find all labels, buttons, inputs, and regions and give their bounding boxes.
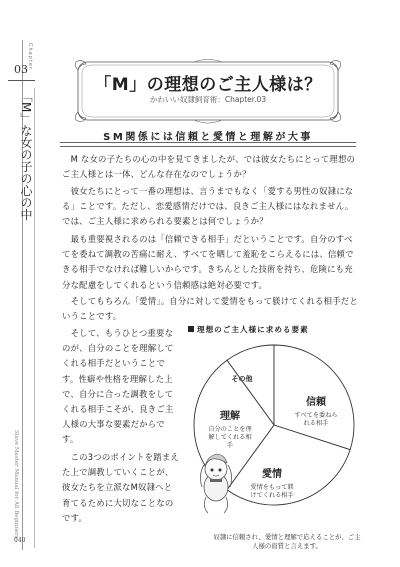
pie-desc-1: けてくれる相手 [250,492,294,499]
page-title: 「M」の理想のご主人様は？ [94,75,322,95]
page-number: 040 [14,537,26,544]
pie-desc-2: 自分のことを理 [208,426,252,433]
body-paragraph-narrow: この3つのポイントを踏まえた上で調教していくことが、彼女たちを立派なM奴隷へと育てるために大切なことなのです。 [62,452,180,523]
pie-desc-0: すべてを委ねら [294,412,338,419]
body-paragraph-narrow: そして、もうひとつ重要なのが、自分のことを理解してくれる相手だということです。性癖や性格を理解した上で、自分に合った調教をしてくれる相手こそが、良きご主人様の大事な要素だからです。 [62,328,174,445]
inset-caption: 奴隷に信頼され、愛情と理解で応えることが、ご主人様の資質と言えます。 [213,533,361,550]
book-english-title: Slave Master Manual for All Beginners [13,430,19,539]
inset-heading [188,324,360,335]
pie-label-0: 信頼 [306,397,326,408]
pie-desc-2: 手 [226,442,234,449]
chapter-number: 03 [14,63,28,76]
pie-label-2: 理解 [220,411,240,422]
pie-label-3: その他 [231,375,253,383]
body-paragraph: M な女の子たちの心の中を見てきましたが、では彼女たちにとって理想のご主人様とは一体、どんな存在なのでしょうか？ [62,154,356,180]
chapter-label: Chapter [27,43,33,70]
section-heading: SM関係には信頼と愛情と理解が大事 [103,132,313,143]
pie-desc-2: 解してくれる相 [208,434,252,441]
body-paragraph: そしてもちろん「愛情」。自分に対して愛情をもって躾けてくれる相手だということです。 [62,296,358,322]
chapter-title: 「M」な女の子の心の中 [19,90,33,221]
inset-heading-text: 理想のご主人様に求める要素 [197,325,309,334]
body-paragraph: 最も重要視されるのは「信頼できる相手」だということです。自分のすべてを委ねて調教の苦痛に耐え、すべてを晒して羞恥をこらえるには、信頼できる相手でなければ難しいからです。きちんとした技術を持ち、危険にも充分な配慮をしてくれるという信頼感は絶対必要です。 [62,234,354,290]
pie-desc-1: 愛情をもって躾 [250,484,294,491]
pie-chart [188,337,360,529]
pie-desc-0: れる相手 [303,420,329,427]
chapter-divider [8,80,35,81]
page-subtitle: かわいい奴隷飼育術：Chapter.03 [149,95,267,104]
sidebar-rule-inner [34,88,35,548]
body-paragraph: 彼女たちにとって一番の理想は、言うまでもなく「愛する男性の奴隷になる」ことです。ただし、恋愛感情だけでは、良きご主人様にはなれません。では、ご主人様に求められる要素とは何でしょうか？ [62,186,354,227]
pie-label-1: 愛情 [262,469,282,480]
square-bullet-icon [188,326,194,332]
section-heading-rule [60,142,356,147]
